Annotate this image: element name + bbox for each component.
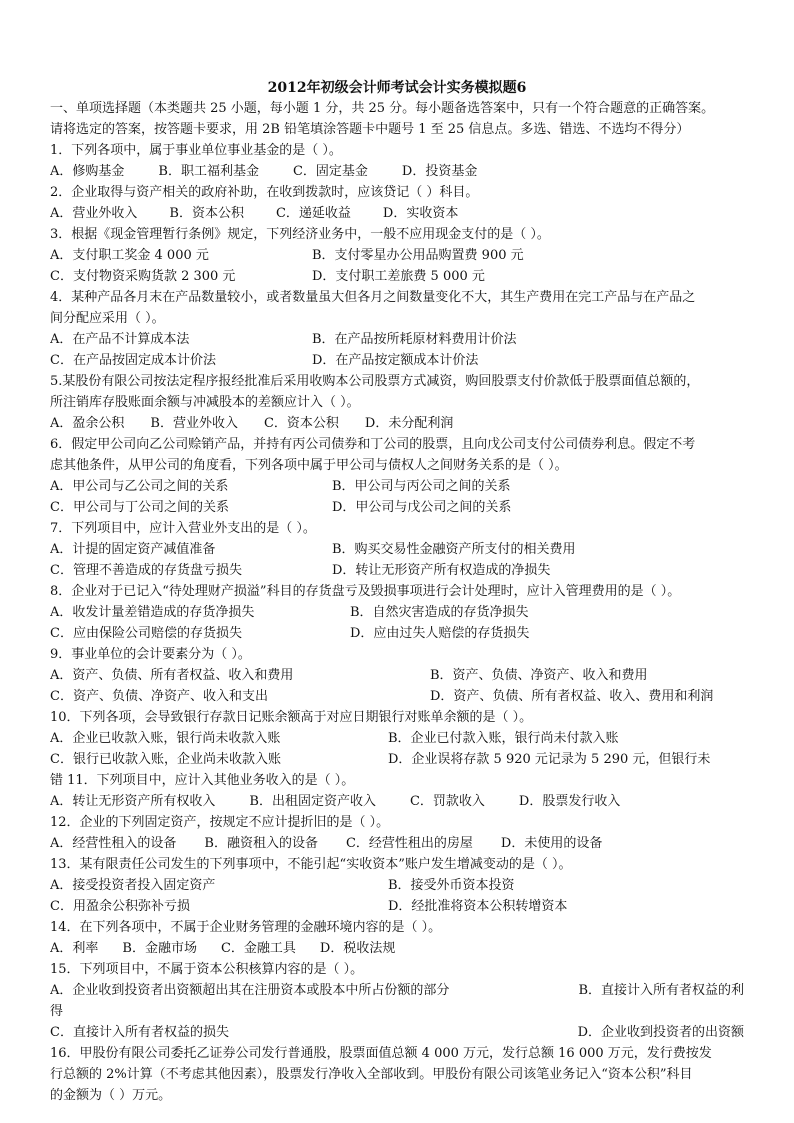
option: C．应由保险公司赔偿的存货损失 bbox=[50, 626, 242, 641]
question-stem: 4．某种产品各月末在产品数量较小，或者数量虽大但各月之间数量变化不大，其生产费用在完工产品与在产品之 bbox=[50, 290, 696, 305]
option: A．甲公司与乙公司之间的关系 bbox=[50, 479, 229, 494]
option: C．在产品按固定成本计价法 bbox=[50, 353, 216, 368]
option: D．支付职工差旅费 5 000 元 bbox=[312, 269, 485, 284]
option: C．固定基金 bbox=[292, 164, 368, 179]
option: C．递延收益 bbox=[275, 206, 351, 221]
options-row bbox=[50, 245, 744, 266]
option-continuation: 得 bbox=[50, 1004, 64, 1019]
option: C．管理不善造成的存货盘亏损失 bbox=[50, 563, 242, 578]
options-row bbox=[50, 665, 744, 686]
option: C．资本公积 bbox=[263, 416, 339, 431]
options-row bbox=[50, 875, 744, 896]
options-row bbox=[50, 686, 744, 707]
option: B．甲公司与丙公司之间的关系 bbox=[332, 479, 511, 494]
option: A．营业外收入 bbox=[50, 206, 138, 221]
option: B．营业外收入 bbox=[150, 416, 238, 431]
option: B．接受外币资本投资 bbox=[388, 878, 515, 893]
option: B．支付零星办公用品购置费 900 元 bbox=[312, 248, 524, 263]
question-stem: 5.某股份有限公司按法定程序报经批准后采用收购本公司股票方式减资，购回股票支付价款低于股票面值总额的， bbox=[50, 374, 700, 389]
option: D．应由过失人赔偿的存货损失 bbox=[350, 626, 530, 641]
option: A．资产、负债、所有者权益、收入和费用 bbox=[50, 668, 294, 683]
question-stem: 虑其他条件，从甲公司的角度看，下列各项中属于甲公司与债权人之间财务关系的是（ ）。 bbox=[50, 458, 568, 473]
option: D．企业误将存款 5 920 元记录为 5 290 元，但银行未 bbox=[388, 752, 711, 767]
option: A．在产品不计算成本法 bbox=[50, 332, 190, 347]
option: C．资产、负债、净资产、收入和支出 bbox=[50, 689, 268, 704]
option: A．接受投资者投入固定资产 bbox=[50, 878, 216, 893]
option: A．收发计量差错造成的存货净损失 bbox=[50, 605, 255, 620]
options-row bbox=[50, 476, 744, 497]
question-stem: 13．某有限责任公司发生的下列事项中，不能引起“实收资本”账户发生增减变动的是（ ）。 bbox=[50, 857, 572, 872]
question-stem: 错 11．下列项目中，应计入其他业务收入的是（ ）。 bbox=[50, 773, 355, 788]
options-row bbox=[50, 350, 744, 371]
option: A．企业已收款入账，银行尚未收款入账 bbox=[50, 731, 281, 746]
question-stem: 间分配应采用（ ）。 bbox=[50, 311, 165, 326]
document-title: 2012年初级会计师考试会计实务模拟题6 bbox=[267, 80, 527, 96]
question-stem: 所注销库存股账面余额与冲减股本的差额应计入（ ）。 bbox=[50, 395, 360, 410]
option: B．资产、负债、净资产、收入和费用 bbox=[430, 668, 648, 683]
question-stem: 10．下列各项，会导致银行存款日记账余额高于对应日期银行对账单余额的是（ ）。 bbox=[50, 710, 533, 725]
option: C．用盈余公积弥补亏损 bbox=[50, 899, 190, 914]
option: B．在产品按所耗原材料费用计价法 bbox=[312, 332, 517, 347]
options-row bbox=[50, 497, 744, 518]
options-row bbox=[50, 938, 744, 959]
option: C．罚款收入 bbox=[409, 794, 485, 809]
options-row bbox=[50, 266, 744, 287]
question-stem: 3．根据《现金管理暂行条例》规定，下列经济业务中，一般不应用现金支付的是（ ）。 bbox=[50, 227, 550, 242]
option: A．支付职工奖金 4 000 元 bbox=[50, 248, 209, 263]
question-stem: 9．事业单位的会计要素分为（ ）。 bbox=[50, 647, 251, 662]
options-row bbox=[50, 413, 744, 434]
option: D．未使用的设备 bbox=[500, 836, 603, 851]
option: C．银行已收款入账，企业尚未收款入账 bbox=[50, 752, 281, 767]
options-row bbox=[50, 728, 744, 749]
options-row bbox=[50, 980, 744, 1001]
option: C．甲公司与丁公司之间的关系 bbox=[50, 500, 229, 515]
option: D．资产、负债、所有者权益、收入、费用和利润 bbox=[430, 689, 714, 704]
question-stem: 14．在下列各项中，不属于企业财务管理的金融环境内容的是（ ）。 bbox=[50, 920, 442, 935]
question-stem: 2．企业取得与资产相关的政府补助，在收到拨款时，应该贷记（ ）科目。 bbox=[50, 185, 479, 200]
option: D．股票发行收入 bbox=[518, 794, 621, 809]
option: B．购买交易性金融资产所支付的相关费用 bbox=[332, 542, 576, 557]
option: A．企业收到投资者出资额超出其在注册资本或股本中所占份额的部分 bbox=[50, 983, 450, 998]
question-stem: 8．企业对于已记入“待处理财产损溢”科目的存货盘亏及毁损事项进行会计处理时，应计入管理费用的是（ ）。 bbox=[50, 584, 681, 599]
options-row bbox=[50, 161, 744, 182]
option: B．融资租入的设备 bbox=[204, 836, 318, 851]
option: C．经营性租出的房屋 bbox=[345, 836, 473, 851]
option: B．资本公积 bbox=[169, 206, 244, 221]
option: D．转让无形资产所有权造成的净损失 bbox=[332, 563, 551, 578]
question-stem: 的金额为（ ）万元。 bbox=[50, 1088, 172, 1103]
options-row bbox=[50, 602, 744, 623]
option: B．金融市场 bbox=[122, 941, 197, 956]
question-stem: 16．甲股份有限公司委托乙证券公司发行普通股，股票面值总额 4 000 万元，发行总额 16 000 万元，发行费按发 bbox=[50, 1046, 712, 1061]
option: C．支付物资采购货款 2 300 元 bbox=[50, 269, 236, 284]
option: B．出租固定资产收入 bbox=[249, 794, 376, 809]
option: D．甲公司与戊公司之间的关系 bbox=[332, 500, 512, 515]
option: A．转让无形资产所有权收入 bbox=[50, 794, 216, 809]
option: B．企业已付款入账，银行尚未付款入账 bbox=[388, 731, 619, 746]
section-intro-line-1: 一、单项选择题（本类题共 25 小题，每小题 1 分，共 25 分。每小题备选答案中，只有一个符合题意的正确答案。 bbox=[50, 101, 715, 116]
option: A．计提的固定资产减值准备 bbox=[50, 542, 216, 557]
question-stem: 12．企业的下列固定资产，按规定不应计提折旧的是（ ）。 bbox=[50, 815, 390, 830]
options-row bbox=[50, 539, 744, 560]
options-row bbox=[50, 791, 744, 812]
options-row bbox=[50, 623, 744, 644]
option: D．实收资本 bbox=[382, 206, 459, 221]
option: A．修购基金 bbox=[50, 164, 125, 179]
options-row bbox=[50, 203, 744, 224]
option: D．投资基金 bbox=[401, 164, 478, 179]
option: A．经营性租入的设备 bbox=[50, 836, 177, 851]
question-stem: 15．下列项目中，不属于资本公积核算内容的是（ ）。 bbox=[50, 962, 364, 977]
question-stem: 1．下列各项中，属于事业单位事业基金的是（ ）。 bbox=[50, 143, 342, 158]
option: B．直接计入所有者权益的利 bbox=[578, 983, 744, 998]
option: A．利率 bbox=[50, 941, 99, 956]
option: D．经批准将资本公积转增资本 bbox=[388, 899, 568, 914]
options-row bbox=[50, 1022, 744, 1043]
option: C．直接计入所有者权益的损失 bbox=[50, 1025, 229, 1040]
option: D．在产品按定额成本计价法 bbox=[312, 353, 479, 368]
option: D．税收法规 bbox=[319, 941, 396, 956]
option: C．金融工具 bbox=[220, 941, 296, 956]
options-row bbox=[50, 749, 744, 770]
options-row bbox=[50, 896, 744, 917]
option: B．职工福利基金 bbox=[158, 164, 259, 179]
option: D．未分配利润 bbox=[364, 416, 454, 431]
option: B．自然灾害造成的存货净损失 bbox=[350, 605, 529, 620]
question-stem: 6．假定甲公司向乙公司赊销产品，并持有丙公司债券和丁公司的股票，且向戊公司支付公司债券利息。假定不考 bbox=[50, 437, 696, 452]
question-stem: 行总额的 2%计算（不考虑其他因素），股票发行净收入全部收到。甲股份有限公司该笔业务记入“资本公积”科目 bbox=[50, 1067, 693, 1082]
option: D．企业收到投资者的出资额 bbox=[577, 1025, 744, 1040]
question-stem: 7．下列项目中，应计入营业外支出的是（ ）。 bbox=[50, 521, 316, 536]
section-intro-line-2: 请将选定的答案，按答题卡要求，用 2B 铅笔填涂答题卡中题号 1 至 25 信息点。多选、错选、不选均不得分） bbox=[50, 122, 690, 137]
options-row bbox=[50, 329, 744, 350]
options-row bbox=[50, 560, 744, 581]
option: A．盈余公积 bbox=[50, 416, 125, 431]
options-row bbox=[50, 833, 744, 854]
